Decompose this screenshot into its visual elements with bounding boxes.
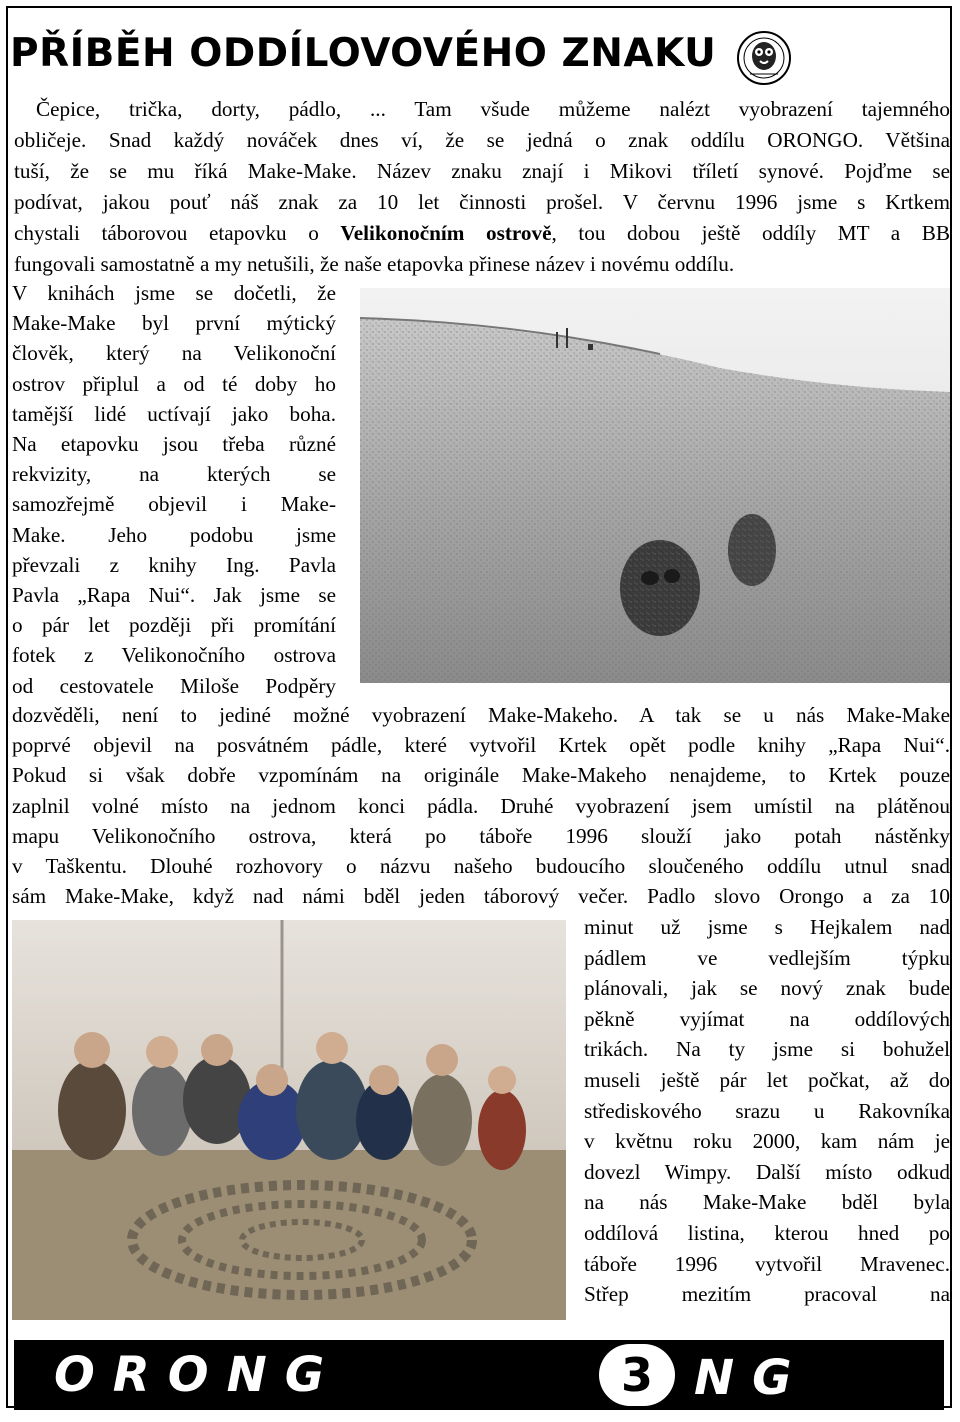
text-line: střediskového srazu u Rakovníka <box>584 1098 950 1123</box>
text-line: poprvé objevil na posvátném pádle, které vytvořil Krtek opět podle knihy „Rapa Nui“. <box>12 733 950 758</box>
footer-logo-text-tail: NG <box>694 1350 810 1406</box>
intro-bold-term: Velikonočním ostrově <box>340 221 552 245</box>
text-line: fotek z Velikonočního ostrova <box>12 643 336 668</box>
text-line: Make-Make byl první mýtický <box>12 311 336 336</box>
text-line: zaplnil volné místo na jednom konci pádla. Druhé vyobrazení jsem umístil na plátěnou <box>12 793 950 818</box>
text-line: člověk, který na Velikonoční <box>12 341 336 366</box>
text-line: pádlem ve vedlejším týpku <box>584 945 950 970</box>
right-column-text <box>584 912 950 1310</box>
text-line: Pavla „Rapa Nui“. Jak jsme se <box>12 583 336 608</box>
text-line: pěkně vyjímat na oddílových <box>584 1006 950 1031</box>
text-line: mapu Velikonočního ostrova, která po táboře 1996 slouží jako potah nástěnky <box>12 823 950 848</box>
page-title: PŘÍBĚH ODDÍLOVOVÉHO ZNAKU <box>10 31 717 76</box>
intro-line: podívat, jakou pouť náš znak za 10 let činnosti prošel. V červnu 1996 jsme s Krtkem <box>14 190 950 214</box>
middle-paragraph <box>12 700 950 911</box>
text-line: trikách. Na ty jsme si bohužel <box>584 1037 950 1062</box>
text-line: museli ještě pár let počkat, až do <box>584 1067 950 1092</box>
intro-text: chystali táborovou etapovku o <box>14 221 341 245</box>
text-line: od cestovatele Miloše Podpěry <box>12 673 336 698</box>
text-line: dozvěděli, není to jediné možné vyobrazení Make-Makeho. A tak se u nás Make-Make <box>12 703 950 727</box>
text-line: v Taškentu. Dlouhé rozhovory o názvu našeho budoucího sloučeného oddílu utnul snad <box>12 854 950 879</box>
text-line: minut už jsme s Hejkalem nad <box>584 915 950 939</box>
text-line: V knihách jsme se dočetli, že <box>12 281 336 305</box>
text-line: rekvizity, na kterých se <box>12 462 336 487</box>
text-line: samozřejmě objevil i Make- <box>12 492 336 517</box>
text-line: dovezl Wimpy. Další místo odkud <box>584 1159 950 1184</box>
intro-line: obličeje. Snad každý nováček dnes ví, že se jedná o znak oddílu ORONGO. Většina <box>14 128 950 152</box>
text-line: Střep mezitím pracoval na <box>584 1282 950 1307</box>
footer-banner <box>14 1340 944 1410</box>
page-number-badge <box>599 1344 675 1406</box>
text-line: tamější lidé uctívají jako boha. <box>12 401 336 426</box>
text-line: ostrov připlul a od té doby ho <box>12 371 336 396</box>
text-line: táboře 1996 vytvořil Mravenec. <box>584 1251 950 1276</box>
intro-paragraph <box>14 94 950 280</box>
text-line: oddílová listina, kterou hned po <box>584 1220 950 1245</box>
intro-line <box>14 218 950 249</box>
intro-text: , tou dobou ještě oddíly MT a BB <box>551 221 950 245</box>
text-line: převzali z knihy Ing. Pavla <box>12 552 336 577</box>
text-line: plánovali, jak se nový znak bude <box>584 976 950 1001</box>
text-line: Make. Jeho podobu jsme <box>12 522 336 547</box>
text-line: o pár let později při promítání <box>12 613 336 638</box>
intro-line: fungovali samostatně a my netušili, že naše etapovka přinese název i novému oddílu. <box>14 252 735 276</box>
page-number: 3 <box>620 1348 653 1402</box>
text-line: v květnu roku 2000, kam nám je <box>584 1129 950 1154</box>
orongo-logo-icon <box>736 30 792 86</box>
text-line: Na etapovku jsou třeba různé <box>12 432 336 457</box>
intro-line: tuší, že se mu říká Make-Make. Název znaku znají i Mikovi tříletí synové. Pojďme se <box>14 159 950 183</box>
intro-line: Čepice, trička, dorty, pádlo, ... Tam všude můžeme nalézt vyobrazení tajemného <box>36 97 950 121</box>
text-line: sám Make-Make, když nad námi bděl jeden táborový večer. Padlo slovo Orongo a za 10 <box>12 884 950 909</box>
text-line: na nás Make-Make bděl byla <box>584 1190 950 1215</box>
easter-island-statues-photo <box>360 288 950 683</box>
group-photo-stone-circle <box>12 920 566 1320</box>
left-column-text <box>12 278 336 701</box>
footer-logo-text: ORONG <box>54 1347 343 1403</box>
text-line: Pokud si však dobře vzpomínám na originále Make-Makeho nenajdeme, to Krtek pouze <box>12 763 950 788</box>
